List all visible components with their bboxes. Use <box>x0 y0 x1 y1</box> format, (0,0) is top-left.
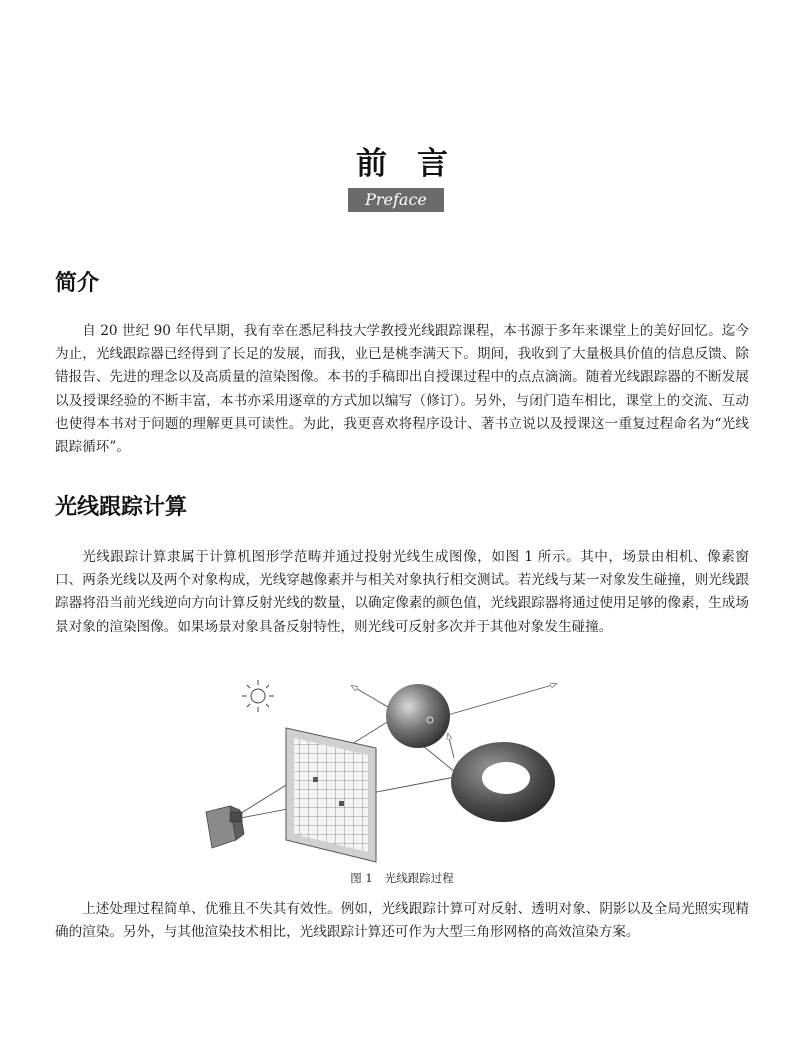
pixel-hit-2 <box>339 801 344 806</box>
camera-icon <box>206 806 244 848</box>
chapter-title: 前言 <box>356 146 478 182</box>
ray-tracing-figure <box>200 672 610 864</box>
pixel-window <box>286 728 376 862</box>
ray-tracing-paragraph-1: 光线跟踪计算隶属于计算机图形学范畴并通过投射光线生成图像，如图 1 所示。其中，场景由相机、像素窗口、两条光线以及两个对象构成，光线穿越像素并与相关对象执行相交测试。若光线与某一对象发生碰撞，则光线跟踪器将沿当前光线逆向方向计算反射光线的数量，以确定像素的颜色值，光线跟踪器将通过使用足够的像素，生成场景对象的渲染图像。如果场景对象具备反射特性，则光线可反射多次并于其他对象发生碰撞。 <box>55 549 749 635</box>
torus-object <box>451 742 555 822</box>
sphere-object <box>386 684 450 748</box>
pixel-hit-1 <box>313 777 318 782</box>
figure-number: 图 1 <box>350 871 373 885</box>
figure-caption-text: 光线跟踪过程 <box>384 871 454 885</box>
light-source-icon <box>242 680 274 712</box>
torus-reflection-ray <box>448 734 454 758</box>
chapter-subtitle-badge: Preface <box>348 188 444 212</box>
section-heading-intro: 简介 <box>55 271 100 296</box>
ray-tracing-paragraph-2: 上述处理过程简单、优雅且不失其有效性。例如，光线跟踪计算可对反射、透明对象、阴影以及全局光照实现精确的渲染。另外，与其他渲染技术相比，光线跟踪计算还可作为大型三角形网格的高效渲染方案。 <box>55 901 749 941</box>
section-heading-ray-tracing: 光线跟踪计算 <box>55 495 188 520</box>
figure-caption <box>0 870 804 886</box>
intro-paragraph: 自 20 世纪 90 年代早期，我有幸在悉尼科技大学教授光线跟踪课程，本书源于多年来课堂上的美好回忆。迄今为止，光线跟踪器已经得到了长足的发展，而我，业已是桃李满天下。期间，我收到了大量极具价值的信息反馈、除错报告、先进的理念以及高质量的渲染图像。本书的手稿即出自授课过程中的点点滴滴。随着光线跟踪器的不断发展以及授课经验的不断丰富，本书亦采用逐章的方式加以编写（修订）。另外，与闭门造车相比，课堂上的交流、互动也使得本书对于问题的理解更具可读性。为此，我更喜欢将程序设计、著书立说以及授课这一重复过程命名为“光线跟踪循环”。 <box>55 323 749 456</box>
